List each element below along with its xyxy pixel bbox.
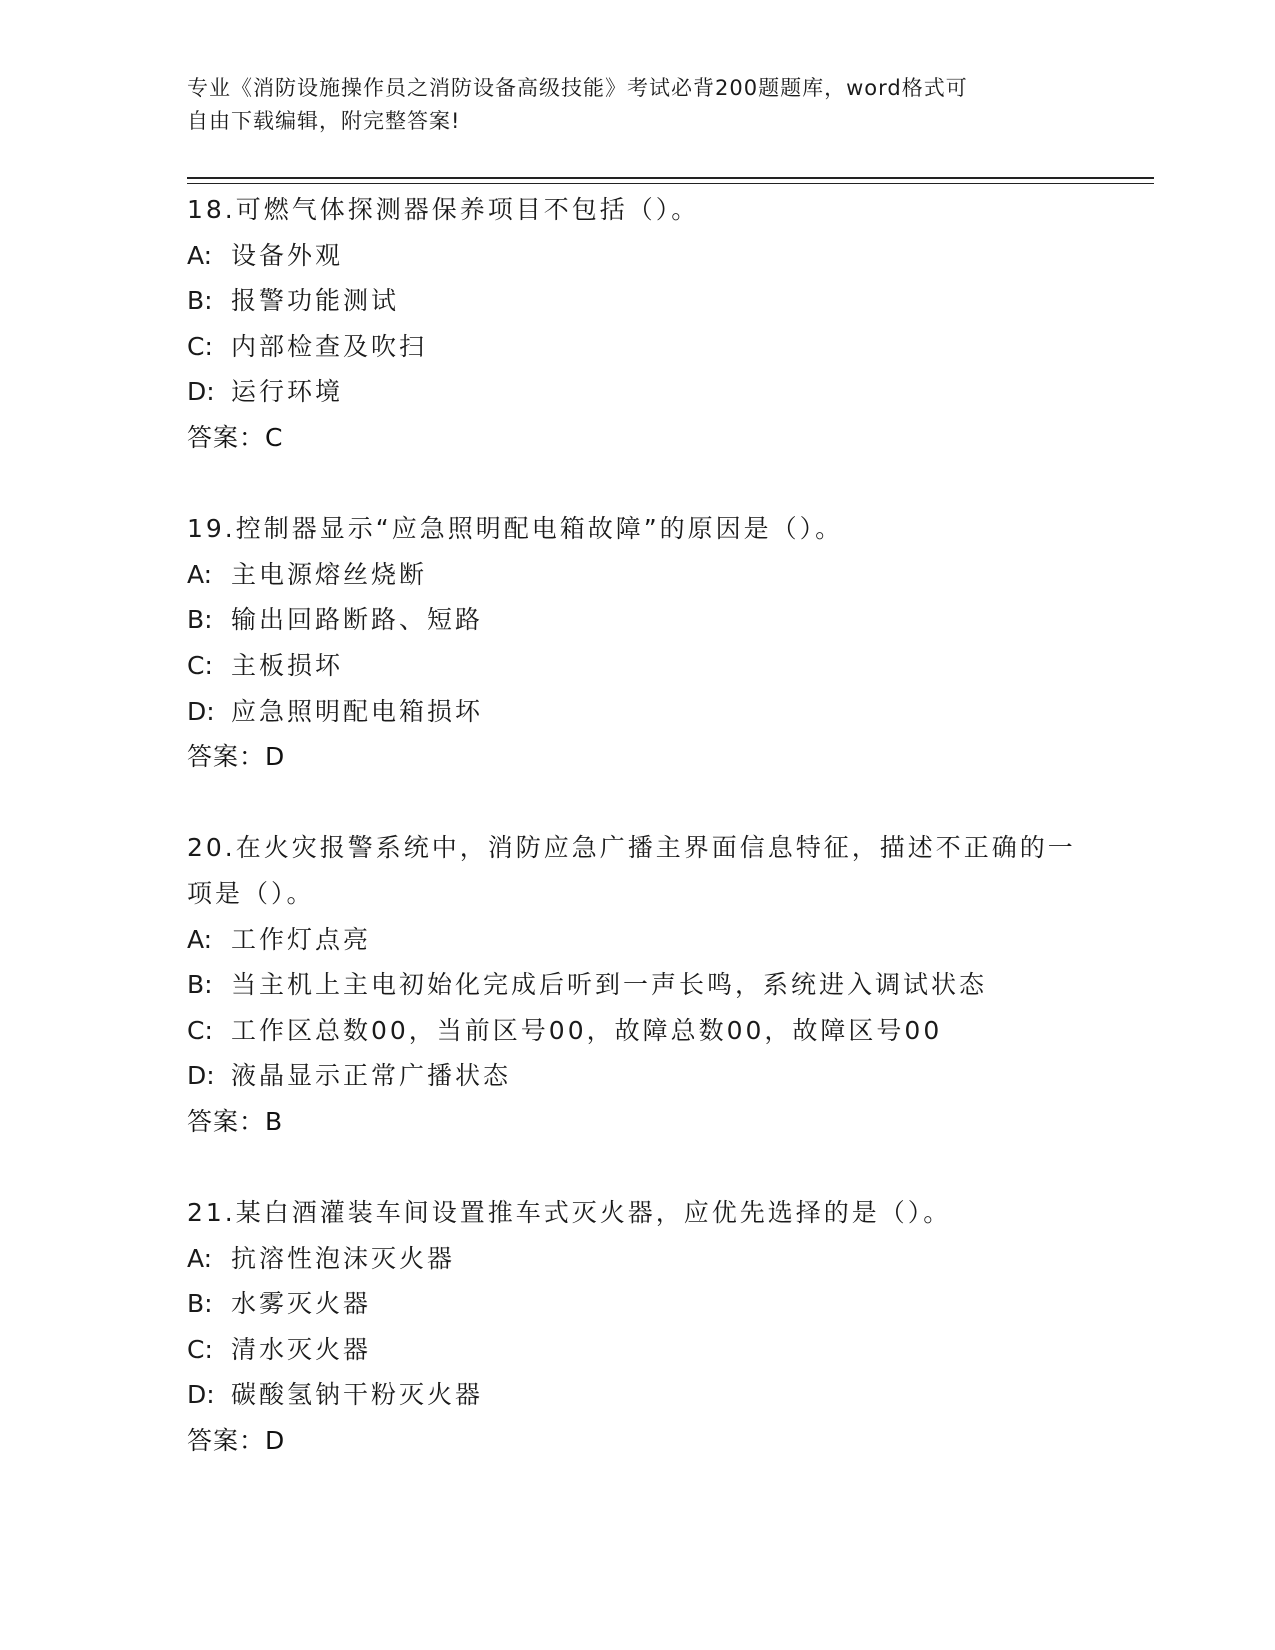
option-key: B: — [187, 1289, 213, 1319]
option-text: 清水灭火器 — [231, 1334, 372, 1364]
question-19 — [187, 506, 1147, 780]
option-key: A: — [187, 1243, 213, 1273]
option-b — [187, 1281, 1147, 1327]
option-a — [187, 917, 1147, 963]
question-21 — [187, 1190, 1147, 1464]
option-c — [187, 643, 1147, 689]
option-key: C: — [187, 650, 213, 680]
option-c — [187, 324, 1147, 370]
option-text: 应急照明配电箱损坏 — [231, 696, 484, 726]
option-text: 工作区总数00，当前区号00，故障总数00，故障区号00 — [231, 1015, 943, 1045]
question-spacer — [187, 1144, 1147, 1190]
option-text: 报警功能测试 — [231, 286, 400, 316]
question-number: 18. — [187, 195, 236, 224]
option-c — [187, 1008, 1147, 1054]
option-key: C: — [187, 331, 213, 361]
option-d — [187, 689, 1147, 735]
option-key: D: — [187, 1380, 215, 1410]
option-text: 水雾灭火器 — [231, 1289, 372, 1319]
option-key: B: — [187, 970, 213, 1000]
option-text: 主电源熔丝烧断 — [231, 559, 428, 589]
option-c — [187, 1327, 1147, 1373]
header-divider-thin — [187, 183, 1154, 184]
header-line-2: 自由下载编辑，附完整答案! — [187, 109, 461, 133]
option-b — [187, 597, 1147, 643]
option-d — [187, 369, 1147, 415]
option-text: 设备外观 — [231, 240, 344, 270]
option-text: 碳酸氢钠干粉灭火器 — [231, 1380, 484, 1410]
question-spacer — [187, 461, 1147, 507]
option-text: 液晶显示正常广播状态 — [231, 1061, 512, 1091]
option-text: 抗溶性泡沫灭火器 — [231, 1243, 456, 1273]
header-line-1: 专业《消防设施操作员之消防设备高级技能》考试必背200题题库，word格式可 — [187, 76, 968, 100]
option-key: C: — [187, 1015, 213, 1045]
option-key: A: — [187, 240, 213, 270]
option-text: 内部检查及吹扫 — [231, 331, 428, 361]
question-number: 20. — [187, 833, 236, 863]
option-key: C: — [187, 1334, 213, 1364]
option-key: D: — [187, 377, 215, 407]
option-d — [187, 1372, 1147, 1418]
option-text: 主板损坏 — [231, 650, 344, 680]
question-list — [187, 187, 1147, 1464]
question-18 — [187, 187, 1147, 461]
option-b — [187, 962, 1147, 1008]
option-a — [187, 1236, 1147, 1282]
answer-line: 答案：D — [187, 742, 286, 772]
question-text — [187, 1190, 1087, 1236]
question-stem: 在火灾报警系统中，消防应急广播主界面信息特征，描述不正确的一项是（）。 — [187, 833, 1076, 908]
option-b — [187, 278, 1147, 324]
question-stem: 可燃气体探测器保养项目不包括（）。 — [235, 195, 700, 224]
question-number: 21. — [187, 1198, 236, 1228]
question-text — [187, 187, 1087, 233]
answer-line: 答案：D — [187, 1426, 286, 1456]
question-number: 19. — [187, 514, 236, 544]
option-key: A: — [187, 924, 213, 954]
question-stem: 控制器显示“应急照明配电箱故障”的原因是（）。 — [235, 514, 844, 544]
option-key: A: — [187, 559, 213, 589]
option-text: 工作灯点亮 — [231, 924, 372, 954]
option-key: B: — [187, 605, 213, 635]
option-a — [187, 552, 1147, 598]
option-a — [187, 233, 1147, 279]
question-spacer — [187, 780, 1147, 826]
document-header — [187, 72, 1087, 138]
question-text — [187, 825, 1087, 916]
option-text: 输出回路断路、短路 — [231, 605, 484, 635]
option-text: 运行环境 — [231, 377, 344, 407]
question-stem: 某白酒灌装车间设置推车式灭火器，应优先选择的是（）。 — [235, 1198, 952, 1228]
option-d — [187, 1053, 1147, 1099]
option-key: B: — [187, 286, 213, 316]
answer-line: 答案：B — [187, 1106, 284, 1136]
option-key: D: — [187, 1061, 215, 1091]
question-20 — [187, 825, 1147, 1144]
question-text — [187, 506, 1087, 552]
option-key: D: — [187, 696, 215, 726]
answer-line: 答案：C — [187, 422, 284, 452]
option-text: 当主机上主电初始化完成后听到一声长鸣，系统进入调试状态 — [231, 970, 988, 1000]
header-divider — [187, 177, 1154, 179]
